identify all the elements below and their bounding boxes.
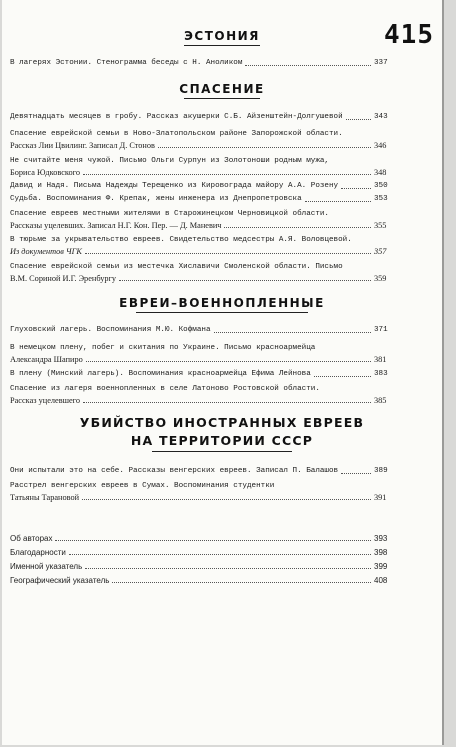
leader-dots <box>85 253 371 254</box>
toc-entry[interactable] <box>2 384 442 406</box>
section-heading <box>2 28 442 46</box>
appendix-page: 393 <box>374 534 388 543</box>
toc-entry[interactable] <box>2 481 442 503</box>
leader-dots <box>314 376 371 377</box>
section-estonia <box>2 28 442 46</box>
section-heading <box>2 295 442 313</box>
leader-dots <box>83 402 371 403</box>
entry-title: Давид и Надя. Письма Надежды Терещенко из Кировограда майору А.А. Розену <box>10 182 339 190</box>
entry-title: Расстрел венгерских евреев в Сумах. Воспоминания студентки <box>10 482 275 490</box>
leader-dots <box>119 280 371 281</box>
section-title: ЕВРЕИ–ВОЕННОПЛЕННЫЕ <box>119 296 325 310</box>
entry-title: В.М. Сориной И.Г. Эренбургу <box>10 274 117 283</box>
section-heading <box>2 414 442 452</box>
leader-dots <box>85 568 371 569</box>
toc-entry[interactable] <box>2 235 442 257</box>
appendix-entry[interactable] <box>2 575 442 586</box>
section-title: СПАСЕНИЕ <box>179 82 265 96</box>
entry-page: 355 <box>374 221 387 230</box>
entry-page: 350 <box>374 182 388 190</box>
leader-dots <box>112 582 371 583</box>
entry-page: 383 <box>374 370 388 378</box>
toc-entry[interactable] <box>2 194 442 205</box>
appendix-entry[interactable] <box>2 533 442 544</box>
entry-page: 371 <box>374 326 388 334</box>
entry-page: 381 <box>374 355 387 364</box>
toc-entry[interactable] <box>2 262 442 284</box>
entry-page: 346 <box>374 141 387 150</box>
leader-dots <box>341 188 371 189</box>
leader-dots <box>69 554 371 555</box>
section-rescue <box>2 81 442 99</box>
entry-title: Александра Шапиро <box>10 355 83 364</box>
entry-title: В лагерях Эстонии. Стенограмма беседы с Н. Аноликом <box>10 59 243 67</box>
leader-dots <box>245 65 371 66</box>
leader-dots <box>158 147 371 148</box>
toc-entry[interactable] <box>2 369 442 380</box>
entry-page: 348 <box>374 168 387 177</box>
entry-page: 391 <box>374 493 387 502</box>
leader-dots <box>55 540 371 541</box>
appendix-page: 398 <box>374 548 388 557</box>
entry-page: 385 <box>374 396 387 405</box>
entry-title: В тюрьме за укрывательство евреев. Свидетельство медсестры А.Я. Воловцевой. <box>10 236 352 244</box>
section-subtitle: НА ТЕРРИТОРИИ СССР <box>130 433 314 448</box>
toc-entry[interactable] <box>2 325 442 336</box>
entry-title: Судьба. Воспоминания Ф. Крепак, жены инженера из Днепропетровска <box>10 195 302 203</box>
entry-title: Рассказ Лии Цвилинг. Записал Д. Стонов <box>10 141 155 150</box>
entry-title: Не считайте меня чужой. Письмо Ольги Сурпун из Золотоноши родным мужа, <box>10 157 329 165</box>
appendix-page: 399 <box>374 562 388 571</box>
section-title: УБИЙСТВО ИНОСТРАННЫХ ЕВРЕЕВ <box>79 415 365 430</box>
entry-title: В немецком плену, побег и скитания по Украине. Письмо красноармейца <box>10 344 316 352</box>
toc-entry[interactable] <box>2 466 442 477</box>
entry-title: Рассказ уцелевшего <box>10 396 81 405</box>
entry-page: 353 <box>374 195 388 203</box>
page-number: 415 <box>384 20 434 50</box>
leader-dots <box>224 227 371 228</box>
entry-title: Спасение из лагеря военнопленных в селе Латоново Ростовской области. <box>10 385 320 393</box>
entry-title: Спасение еврейской семьи в Ново-Златопольском районе Запорожской области. <box>10 130 343 138</box>
entry-page: 359 <box>374 274 387 283</box>
heading-rule <box>152 451 292 452</box>
toc-entry[interactable] <box>2 112 442 123</box>
leader-dots <box>346 119 371 120</box>
entry-page: 389 <box>374 467 388 475</box>
leader-dots <box>214 332 371 333</box>
heading-rule <box>136 312 308 313</box>
leader-dots <box>341 473 371 474</box>
appendix-label: Благодарности <box>10 548 66 557</box>
appendix-label: Именной указатель <box>10 562 83 571</box>
toc-entry[interactable] <box>2 58 442 69</box>
heading-rule <box>184 45 260 46</box>
leader-dots <box>86 361 371 362</box>
entry-title: Спасение евреев местными жителями в Старожинецком Черновицкой области. <box>10 210 329 218</box>
entry-title: Татьяны Тарановой <box>10 493 80 502</box>
entry-title: Из документов ЧГК <box>10 247 82 256</box>
toc-entry[interactable] <box>2 209 442 231</box>
leader-dots <box>83 174 371 175</box>
entry-title: Бориса Юдковского <box>10 168 80 177</box>
entry-page: 343 <box>374 113 388 121</box>
leader-dots <box>82 499 371 500</box>
section-pows <box>2 295 442 313</box>
entry-title: Спасение еврейской семьи из местечка Хиславичи Смоленской области. Письмо <box>10 263 343 271</box>
appendix-label: Географический указатель <box>10 576 110 585</box>
heading-rule <box>184 98 260 99</box>
toc-entry[interactable] <box>2 181 442 192</box>
section-foreign-jews <box>2 414 442 452</box>
entry-title: Они испытали это на себе. Рассказы венгерских евреев. Записал П. Балашов <box>10 467 339 475</box>
entry-page: 357 <box>374 247 387 256</box>
section-heading <box>2 81 442 99</box>
toc-entry[interactable] <box>2 156 442 178</box>
appendix-page: 408 <box>374 576 388 585</box>
entry-title: Рассказы уцелевших. Записал Н.Г. Кон. Пер. — Д. Маневич <box>10 221 222 230</box>
appendix-entry[interactable] <box>2 561 442 572</box>
section-title: ЭСТОНИЯ <box>184 29 260 43</box>
entry-title: Глуховский лагерь. Воспоминания М.Ю. Кофмана <box>10 326 211 334</box>
toc-entry[interactable] <box>2 343 442 365</box>
toc-entry[interactable] <box>2 129 442 151</box>
entry-title: Девятнадцать месяцев в гробу. Рассказ акушерки С.Б. Айзенштейн-Долгушевой <box>10 113 343 121</box>
book-page <box>2 0 444 745</box>
appendix-label: Об авторах <box>10 534 53 543</box>
appendix-entry[interactable] <box>2 547 442 558</box>
entry-title: В плену (Минский лагерь). Воспоминания красноармейца Ефима Лейнова <box>10 370 311 378</box>
entry-page: 337 <box>374 59 388 67</box>
leader-dots <box>305 201 371 202</box>
